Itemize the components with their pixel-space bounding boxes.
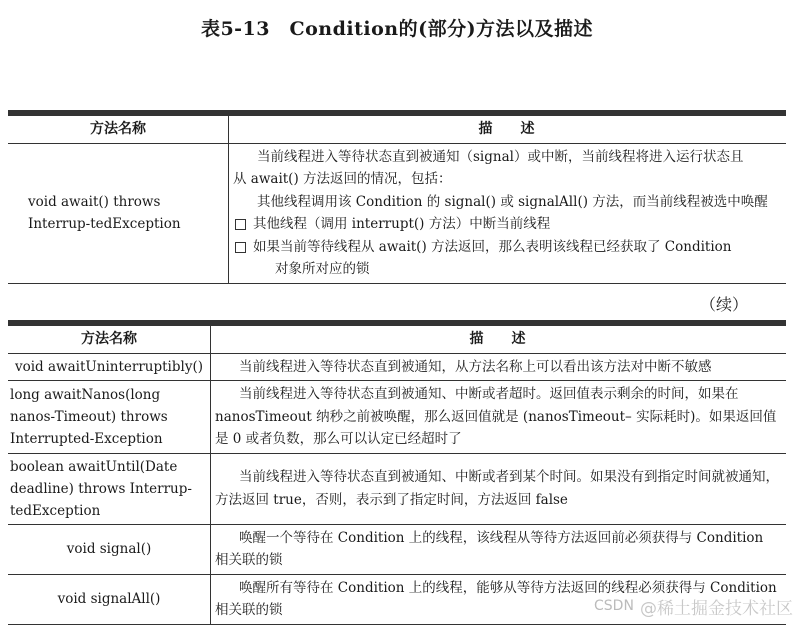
method-description: 唤醒所有等待在 Condition 上的线程，能够从等待方法返回的线程必须获得与 Condition 相关联的锁	[211, 574, 787, 624]
method-description: 当前线程进入等待状态直到被通知、中断或者到某个时间。如果没有到指定时间就被通知，方法返回 true，否则，表示到了指定时间，方法返回 false	[211, 453, 787, 524]
checkbox-bullet-icon	[235, 242, 246, 253]
method-description: 唤醒一个等待在 Condition 上的线程，该线程从等待方法返回前必须获得与 Condition 相关联的锁	[211, 524, 787, 574]
method-name-text: void await() throws Interrup-tedException	[28, 194, 181, 232]
method-name: long awaitNanos(long nanos-Timeout) throws Interrupted-Exception	[8, 381, 211, 454]
column-header-method: 方法名称	[8, 113, 229, 143]
bullet-item: 如果当前等待线程从 await() 方法返回，那么表明该线程已经获取了 Condition	[233, 236, 780, 259]
watermark-csdn: CSDN	[594, 598, 634, 614]
column-header-description: 描 述	[229, 113, 787, 143]
method-description	[229, 143, 787, 283]
bullet-continuation: 对象所对应的锁	[275, 261, 370, 277]
method-description: 当前线程进入等待状态直到被通知、中断或者超时。返回值表示剩余的时间，如果在 nanosTimeout 纳秒之前被唤醒，那么返回值就是 (nanosTimeout– 实际耗时)。如果返回值是 0 或者负数，那么可以认定已经超时了	[211, 381, 787, 454]
desc-line: 其他线程调用该 Condition 的 signal() 或 signalAll() 方法，而当前线程被选中唤醒	[257, 193, 768, 210]
method-name: boolean awaitUntil(Date deadline) throws Interrup-tedException	[8, 453, 211, 524]
watermark-juejin: @稀土掘金技术社区	[640, 599, 793, 619]
checkbox-bullet-icon	[235, 219, 246, 230]
desc-line: 从 await() 方法返回的情况，包括：	[233, 171, 452, 187]
method-name	[8, 143, 229, 283]
method-description: 当前线程进入等待状态直到被通知，从方法名称上可以看出该方法对中断不敏感	[211, 353, 787, 381]
table-title: 表5-13 Condition的(部分)方法以及描述	[200, 18, 594, 40]
method-name: void awaitUninterruptibly()	[8, 353, 211, 381]
bullet-item: 其他线程（调用 interrupt() 方法）中断当前线程	[233, 213, 780, 236]
continued-label: （续）	[700, 295, 749, 314]
methods-table	[8, 110, 786, 284]
column-header-description: 描 述	[211, 323, 787, 353]
method-name: void signalAll()	[8, 574, 211, 624]
column-header-method: 方法名称	[8, 323, 211, 353]
method-name: void signal()	[8, 524, 211, 574]
desc-line: 当前线程进入等待状态直到被通知（signal）或中断，当前线程将进入运行状态且	[257, 148, 744, 165]
methods-table-continued	[8, 320, 786, 625]
